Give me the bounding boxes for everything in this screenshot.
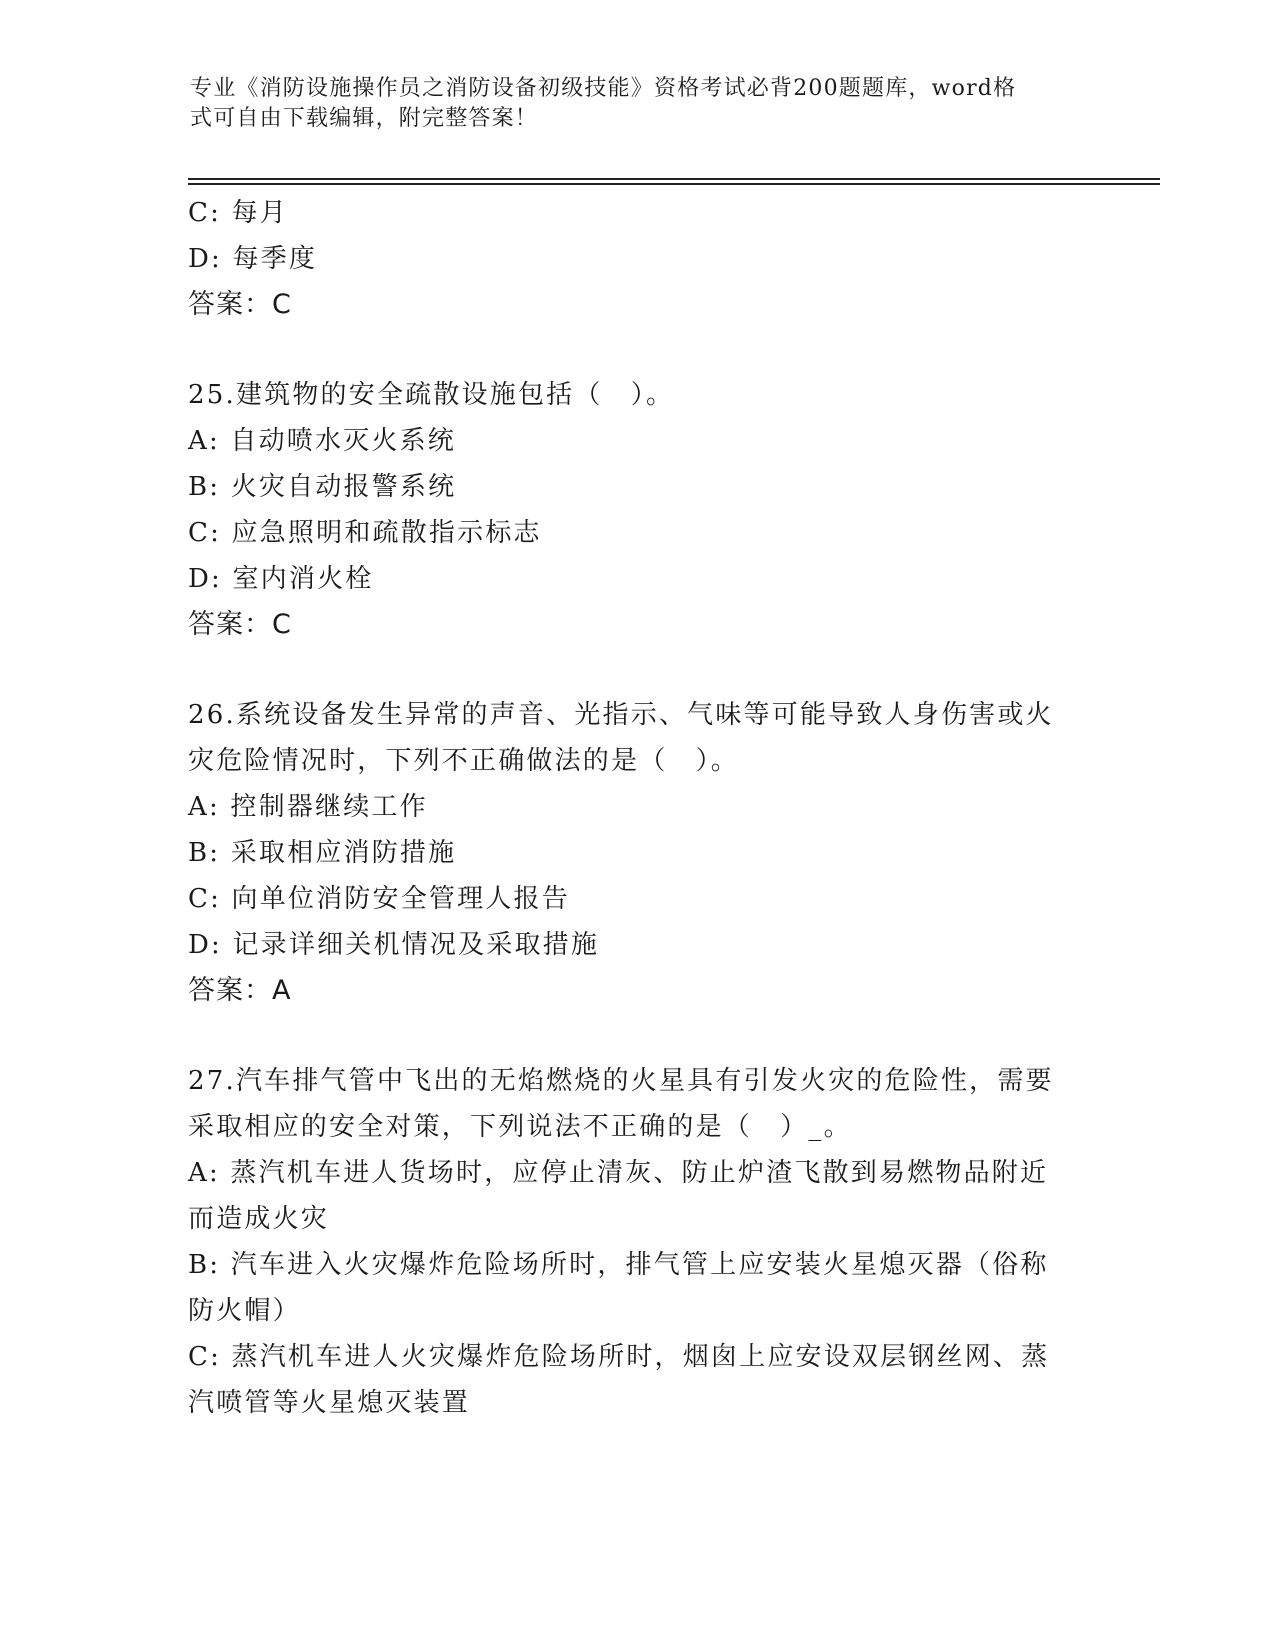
option-d: D: 每季度 bbox=[188, 244, 318, 274]
header-rule-bottom bbox=[188, 183, 1160, 185]
answer-line: 答案：C bbox=[188, 289, 292, 320]
option-c: C: 向单位消防安全管理人报告 bbox=[188, 884, 570, 914]
answer-line: 答案：C bbox=[188, 609, 292, 640]
option-a: A: 自动喷水灭火系统 bbox=[188, 426, 457, 456]
question-24-tail bbox=[188, 190, 1088, 328]
document-header bbox=[190, 74, 1070, 134]
option-a-line-1: A: 蒸汽机车进人货场时，应停止清灰、防止炉渣飞散到易燃物品附近 bbox=[188, 1158, 1049, 1188]
option-d: D: 室内消火栓 bbox=[188, 564, 374, 594]
question-27 bbox=[188, 1058, 1088, 1426]
question-text-line-2: 灾危险情况时，下列不正确做法的是（ ）。 bbox=[188, 746, 740, 776]
answer-line: 答案：A bbox=[188, 975, 292, 1006]
option-d: D: 记录详细关机情况及采取措施 bbox=[188, 930, 600, 960]
option-b: B: 火灾自动报警系统 bbox=[188, 472, 457, 502]
question-list bbox=[188, 190, 1088, 1426]
option-c: C: 应急照明和疏散指示标志 bbox=[188, 518, 542, 548]
question-text: 25.建筑物的安全疏散设施包括（ ）。 bbox=[188, 380, 675, 410]
option-a-line-2: 而造成火灾 bbox=[188, 1204, 330, 1234]
spacer bbox=[188, 648, 1088, 692]
header-line-1: 专业《消防设施操作员之消防设备初级技能》资格考试必背200题题库，word格 bbox=[190, 76, 1017, 101]
spacer bbox=[188, 1014, 1088, 1058]
question-25 bbox=[188, 372, 1088, 648]
option-b: B: 采取相应消防措施 bbox=[188, 838, 457, 868]
question-text-line-2: 采取相应的安全对策，下列说法不正确的是（ ）_。 bbox=[188, 1112, 852, 1142]
option-c: C: 每月 bbox=[188, 198, 288, 228]
option-c-line-2: 汽喷管等火星熄灭装置 bbox=[188, 1388, 471, 1418]
option-a: A: 控制器继续工作 bbox=[188, 792, 428, 822]
question-text-line-1: 27.汽车排气管中飞出的无焰燃烧的火星具有引发火灾的危险性，需要 bbox=[188, 1066, 1054, 1096]
question-text-line-1: 26.系统设备发生异常的声音、光指示、气味等可能导致人身伤害或火 bbox=[188, 700, 1054, 730]
option-c-line-1: C: 蒸汽机车进人火灾爆炸危险场所时，烟囱上应安设双层钢丝网、蒸 bbox=[188, 1342, 1050, 1372]
option-b-line-2: 防火帽） bbox=[188, 1296, 301, 1326]
header-line-2: 式可自由下载编辑，附完整答案！ bbox=[190, 106, 539, 131]
option-b-line-1: B: 汽车进入火灾爆炸危险场所时，排气管上应安装火星熄灭器（俗称 bbox=[188, 1250, 1049, 1280]
question-26 bbox=[188, 692, 1088, 1014]
header-rule-top bbox=[188, 178, 1160, 180]
spacer bbox=[188, 328, 1088, 372]
